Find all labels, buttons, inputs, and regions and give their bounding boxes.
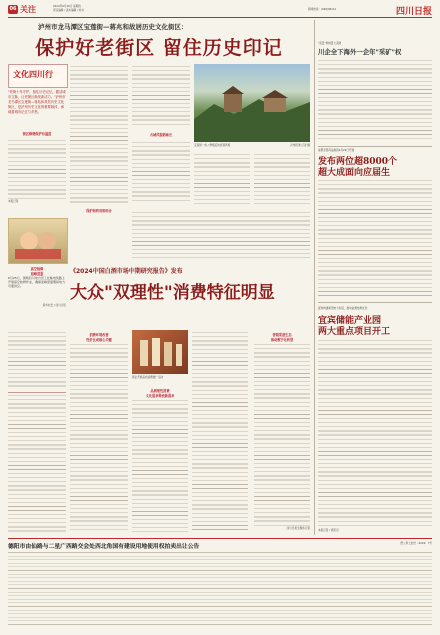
lead-photo-art bbox=[194, 64, 310, 142]
paper-name: 四川日报 bbox=[395, 7, 432, 17]
right-kicker-1: "流量"再拼量大突破 bbox=[318, 42, 342, 45]
masthead-rule bbox=[8, 17, 432, 18]
editor-line: 责任编辑 / 美术编辑 / 校对 bbox=[53, 9, 84, 12]
lead-subhead-1: 街区修缮保护有温度 bbox=[22, 132, 52, 136]
right-headline-3b: 两大重点项目开工 bbox=[318, 327, 391, 337]
right-divider-1 bbox=[318, 146, 432, 147]
lead-subhead-3: 保护和利用相结合 bbox=[86, 209, 112, 213]
bottom-notice-body bbox=[8, 550, 432, 628]
cartoon-photo bbox=[8, 218, 68, 264]
cons-bottom-note: 四川日报全媒体记者 bbox=[286, 527, 310, 530]
right-body-3 bbox=[318, 338, 432, 528]
column-logo bbox=[8, 64, 68, 88]
column-logo-text: 文化四川行 bbox=[13, 69, 53, 79]
cons-subhead-2: 品质理性消费 bbox=[150, 389, 170, 393]
cons-subhead-3: 营销渠道生态 bbox=[272, 333, 292, 337]
bottom-notice-headline: 德阳市由仙路与二星广西路交会处西北角国有建设用地使用权拍卖出让公告 bbox=[8, 544, 200, 550]
cons-col-1 bbox=[8, 330, 66, 388]
lead-col-6 bbox=[132, 210, 310, 258]
consumption-kicker: 《2024中国白酒市场中期研究报告》发布 bbox=[70, 268, 183, 275]
lead-col-3 bbox=[132, 64, 190, 128]
cons-col-3 bbox=[132, 398, 188, 532]
bottom-notice-sub: 德公资土拍告〔2024〕7号 bbox=[400, 542, 432, 545]
lead-col-5 bbox=[254, 152, 310, 204]
lead-col-1 bbox=[8, 130, 66, 202]
cartoon-credit: 新华社发 / 四川日报 bbox=[42, 304, 66, 307]
masthead bbox=[8, 4, 432, 16]
consumption-headline: 大众"双理性"消费特征明显 bbox=[70, 283, 275, 303]
lead-intro: "老街十年守护，留住历史记忆，激活城市文脉，让老街区焕发新活力。"泸州市龙马潭区宝莲街—蒋兆和故居历史文化街区，是泸州历史文化的重要载体，承载着城市记忆与乡愁。 bbox=[8, 90, 66, 114]
cons-col-4 bbox=[192, 330, 248, 532]
right-headline-2: 发布两位超8000个 bbox=[318, 157, 398, 167]
cartoon-caption: 6月25日，国网四川电力员工在输电线路上开展高空检修作业，确保迎峰度夏期间电力可靠供应。 bbox=[8, 276, 66, 289]
lead-story bbox=[8, 20, 310, 323]
right-kicker-2: 成都至普洱汕航班6月22日开通 bbox=[318, 149, 355, 152]
lead-subhead-2: 古城风貌韵味长 bbox=[149, 133, 173, 137]
cartoon-title: 高空检修 bbox=[30, 267, 44, 271]
lead-col-3b bbox=[132, 140, 190, 204]
section-name: 关注 bbox=[20, 5, 36, 14]
right-headline-3: 宜宾储能产业园 bbox=[318, 316, 382, 326]
page-number-badge: 06 bbox=[9, 6, 17, 12]
cons-subhead-1: 消费环境改善 bbox=[89, 333, 109, 337]
cons-col-5 bbox=[254, 342, 310, 526]
lead-photo-credit: 泸州报道 记者 摄 bbox=[290, 144, 310, 147]
cartoon-art bbox=[9, 219, 67, 263]
cons-col-2 bbox=[70, 342, 128, 532]
right-column bbox=[318, 20, 432, 535]
cons-photo bbox=[132, 330, 188, 374]
lead-reporter: 本报记者 bbox=[8, 200, 19, 203]
right-body-2 bbox=[318, 178, 432, 298]
lead-kicker: 泸州市龙马潭区宝莲街—蒋兆和故居历史文化街区： bbox=[38, 23, 188, 31]
lead-photo bbox=[194, 64, 310, 142]
cons-subhead-3b: 推动数字化转型 bbox=[270, 338, 294, 342]
right-kicker-3: 促进构建新型电力系统，推动能源结构优化 bbox=[318, 307, 368, 310]
cons-subhead-2b: 文化需求释放新需求 bbox=[145, 394, 175, 398]
right-headline-2b: 超大成面向应届生 bbox=[318, 168, 391, 178]
cons-col-1-box bbox=[8, 392, 66, 533]
column-divider bbox=[314, 20, 315, 535]
right-divider-2 bbox=[318, 302, 432, 303]
cons-photo-caption: 酒企开展品质消费推广活动 bbox=[132, 376, 164, 379]
lead-headline: 保护好老街区 留住历史印记 bbox=[35, 37, 283, 59]
lead-photo-caption: 宝莲街一角 / 修缮后的街巷风貌 bbox=[194, 144, 231, 147]
lead-col-4 bbox=[194, 152, 250, 204]
cons-photo-art bbox=[132, 330, 188, 374]
date-line: 2024年6月26日 星期四 bbox=[53, 5, 81, 8]
cartoon-subtitle: 迎峰度夏 bbox=[30, 272, 44, 276]
right-byline: 本报记者 / 通讯员 bbox=[318, 529, 339, 532]
bottom-rule bbox=[8, 538, 432, 539]
right-headline-1: 川企全下海外一企年"采矿"权 bbox=[318, 48, 402, 56]
right-body-1 bbox=[318, 58, 432, 142]
hotline: 新闻热线：(028)96111 bbox=[308, 8, 337, 11]
lead-col-2 bbox=[70, 64, 128, 204]
filler bbox=[8, 138, 66, 202]
consumption-story bbox=[8, 330, 310, 535]
cons-subhead-1b: 性价比成核心关键 bbox=[86, 338, 112, 342]
